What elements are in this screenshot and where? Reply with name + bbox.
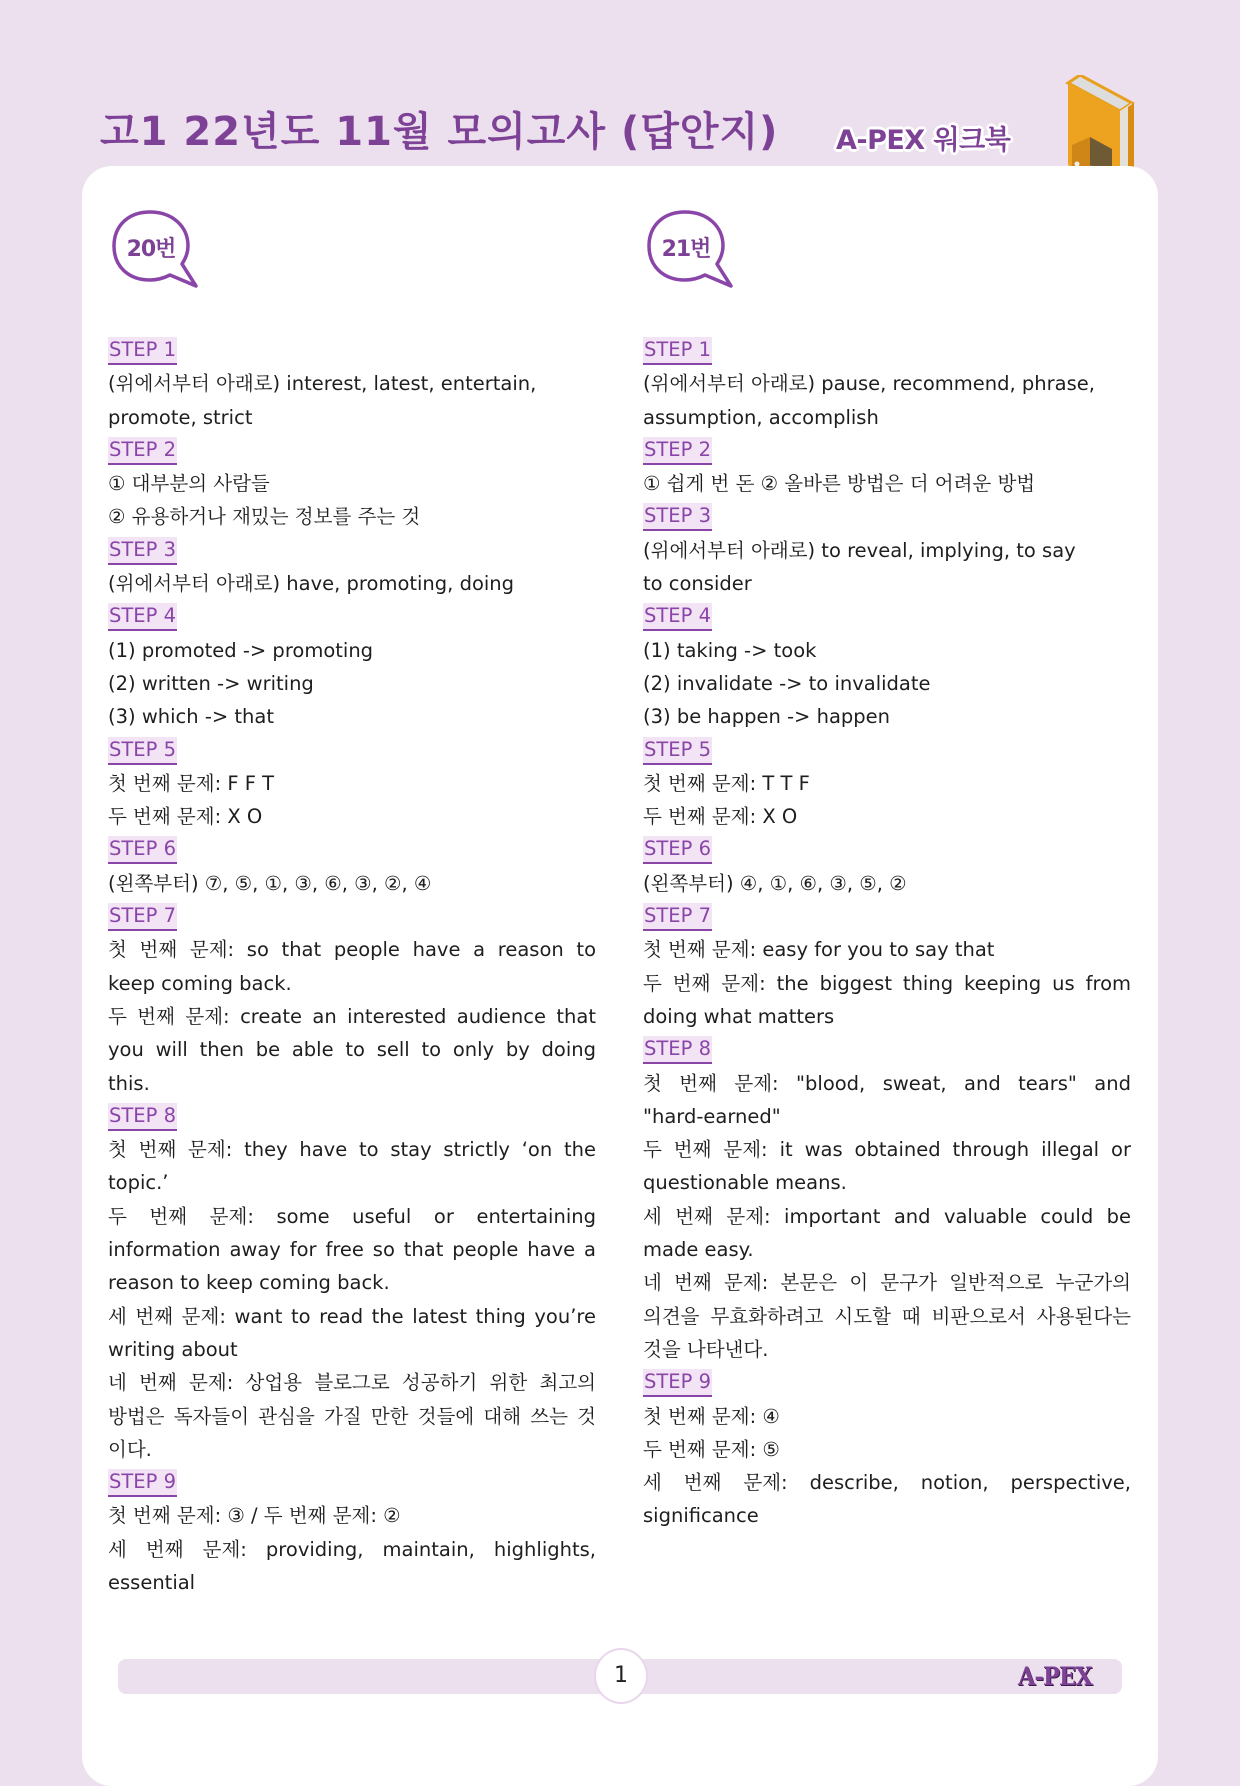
answer-line: writing about (108, 1337, 238, 1361)
answer-line: information away for free so that people have a (108, 1238, 596, 1262)
step-heading-row (643, 1033, 1131, 1066)
answer-line: (2) invalidate -> to invalidate (643, 671, 931, 695)
question-number-bubble (110, 208, 200, 292)
step-heading-row (643, 900, 1131, 933)
answer-line: "hard-earned" (643, 1104, 781, 1128)
answer-line: 첫 번째 문제: ③ / 두 번째 문제: ② (108, 1504, 401, 1528)
answer-line: 첫 번째 문제: they have to stay strictly ‘on the (108, 1138, 596, 1162)
answer-line: 두 번째 문제: it was obtained through illegal or (643, 1138, 1131, 1162)
answer-line: (1) taking -> took (643, 638, 817, 662)
step-heading-row (108, 900, 596, 933)
step-heading-row (108, 734, 596, 767)
answer-line: 두 번째 문제: the biggest thing keeping us from (643, 971, 1131, 995)
step-heading-row (108, 334, 596, 367)
answer-line: (3) be happen -> happen (643, 705, 891, 729)
answer-line: doing what matters (643, 1004, 835, 1028)
answer-line: topic.’ (108, 1171, 169, 1195)
step-heading: STEP 5 (643, 737, 712, 765)
step-heading: STEP 8 (108, 1103, 177, 1131)
question-number: 21번 (661, 237, 711, 262)
answer-line: 첫 번째 문제: ④ (643, 1404, 780, 1428)
answer-line: (2) written -> writing (108, 671, 314, 695)
step-heading-row (643, 334, 1131, 367)
answer-line: 세 번째 문제: describe, notion, perspective, (643, 1471, 1131, 1495)
answer-card (82, 166, 1158, 1786)
answer-line: 첫 번째 문제: easy for you to say that (643, 938, 995, 962)
answer-line: 두 번째 문제: some useful or entertaining (108, 1204, 596, 1228)
step-heading-row (108, 600, 596, 633)
answer-line: 방법은 독자들이 관심을 가질 만한 것들에 대해 쓰는 것 (108, 1404, 596, 1428)
answer-line: 첫 번째 문제: F F T (108, 771, 275, 795)
step-heading: STEP 7 (108, 903, 177, 931)
answer-line: (위에서부터 아래로) pause, recommend, phrase, (643, 372, 1095, 396)
step-heading-row (643, 1366, 1131, 1399)
step-heading: STEP 3 (108, 537, 177, 565)
step-heading-row (643, 600, 1131, 633)
answer-line: you will then be able to sell to only by doing (108, 1038, 596, 1062)
answer-line: keep coming back. (108, 971, 292, 995)
answer-line: 의견을 무효화하려고 시도할 때 비판으로서 사용된다는 (643, 1304, 1131, 1328)
answer-line: 세 번째 문제: important and valuable could be (643, 1204, 1131, 1228)
answer-line: 세 번째 문제: want to read the latest thing you’re (108, 1304, 596, 1328)
step-heading: STEP 2 (643, 437, 712, 465)
question-number-bubble (645, 208, 735, 292)
step-heading: STEP 2 (108, 437, 177, 465)
step-heading: STEP 4 (108, 603, 177, 631)
answer-line: (위에서부터 아래로) to reveal, implying, to say (643, 538, 1076, 562)
answer-line: (왼쪽부터) ④, ①, ⑥, ③, ⑤, ② (643, 871, 907, 895)
step-heading: STEP 8 (643, 1036, 712, 1064)
answer-line: made easy. (643, 1238, 754, 1262)
answer-line: 것을 나타낸다. (643, 1337, 769, 1361)
answer-line: 네 번째 문제: 상업용 블로그로 성공하기 위한 최고의 (108, 1371, 596, 1395)
step-heading: STEP 5 (108, 737, 177, 765)
answer-line: 두 번째 문제: X O (108, 805, 263, 829)
step-heading-row (643, 734, 1131, 767)
answer-line: this. (108, 1071, 150, 1095)
answer-line: reason to keep coming back. (108, 1271, 390, 1295)
answer-line: 두 번째 문제: create an interested audience that (108, 1004, 596, 1028)
answer-line: ① 대부분의 사람들 (108, 472, 270, 496)
answer-line: 이다. (108, 1437, 152, 1461)
step-heading-row (108, 434, 596, 467)
step-heading-row (643, 833, 1131, 866)
answer-line: promote, strict (108, 405, 253, 429)
step-heading-row (643, 434, 1131, 467)
step-heading: STEP 6 (643, 836, 712, 864)
answer-line: 첫 번째 문제: T T F (643, 771, 810, 795)
brand-label: A-PEX 워크북 (836, 125, 1011, 156)
answer-line: ① 쉽게 번 돈 ② 올바른 방법은 더 어려운 방법 (643, 472, 1036, 496)
answer-line: (1) promoted -> promoting (108, 638, 374, 662)
answer-line: questionable means. (643, 1171, 847, 1195)
answer-line: ② 유용하거나 재밌는 정보를 주는 것 (108, 505, 421, 529)
answer-line: 두 번째 문제: X O (643, 805, 798, 829)
step-heading: STEP 9 (108, 1469, 177, 1497)
page-number: 1 (594, 1648, 648, 1704)
step-heading-row (108, 534, 596, 567)
answer-line: 두 번째 문제: ⑤ (643, 1437, 780, 1461)
answer-steps (643, 334, 1131, 1533)
answer-line: significance (643, 1504, 759, 1528)
page-title: 고1 22년도 11월 모의고사 (답안지) (100, 109, 779, 155)
step-heading-row (108, 1466, 596, 1499)
answer-steps (108, 334, 596, 1599)
answer-line: (위에서부터 아래로) interest, latest, entertain, (108, 372, 537, 396)
answer-line: 세 번째 문제: providing, maintain, highlights, (108, 1537, 596, 1561)
step-heading: STEP 1 (643, 337, 712, 365)
step-heading-row (108, 1100, 596, 1133)
footer-logo: A-PEX (1018, 1662, 1092, 1691)
step-heading-row (108, 833, 596, 866)
question-number: 20번 (126, 237, 176, 262)
answer-line: 첫 번째 문제: so that people have a reason to (108, 938, 596, 962)
answer-line: assumption, accomplish (643, 405, 879, 429)
step-heading: STEP 9 (643, 1369, 712, 1397)
step-heading-row (643, 500, 1131, 533)
step-heading: STEP 3 (643, 503, 712, 531)
step-heading: STEP 6 (108, 836, 177, 864)
answer-line: 첫 번째 문제: "blood, sweat, and tears" and (643, 1071, 1131, 1095)
answer-line: (왼쪽부터) ⑦, ⑤, ①, ③, ⑥, ③, ②, ④ (108, 871, 432, 895)
step-heading: STEP 1 (108, 337, 177, 365)
answer-line: 네 번째 문제: 본문은 이 문구가 일반적으로 누군가의 (643, 1271, 1131, 1295)
step-heading: STEP 4 (643, 603, 712, 631)
answer-line: (3) which -> that (108, 705, 274, 729)
answer-line: essential (108, 1570, 196, 1594)
answer-line: (위에서부터 아래로) have, promoting, doing (108, 572, 515, 596)
answer-line: to consider (643, 572, 752, 596)
step-heading: STEP 7 (643, 903, 712, 931)
